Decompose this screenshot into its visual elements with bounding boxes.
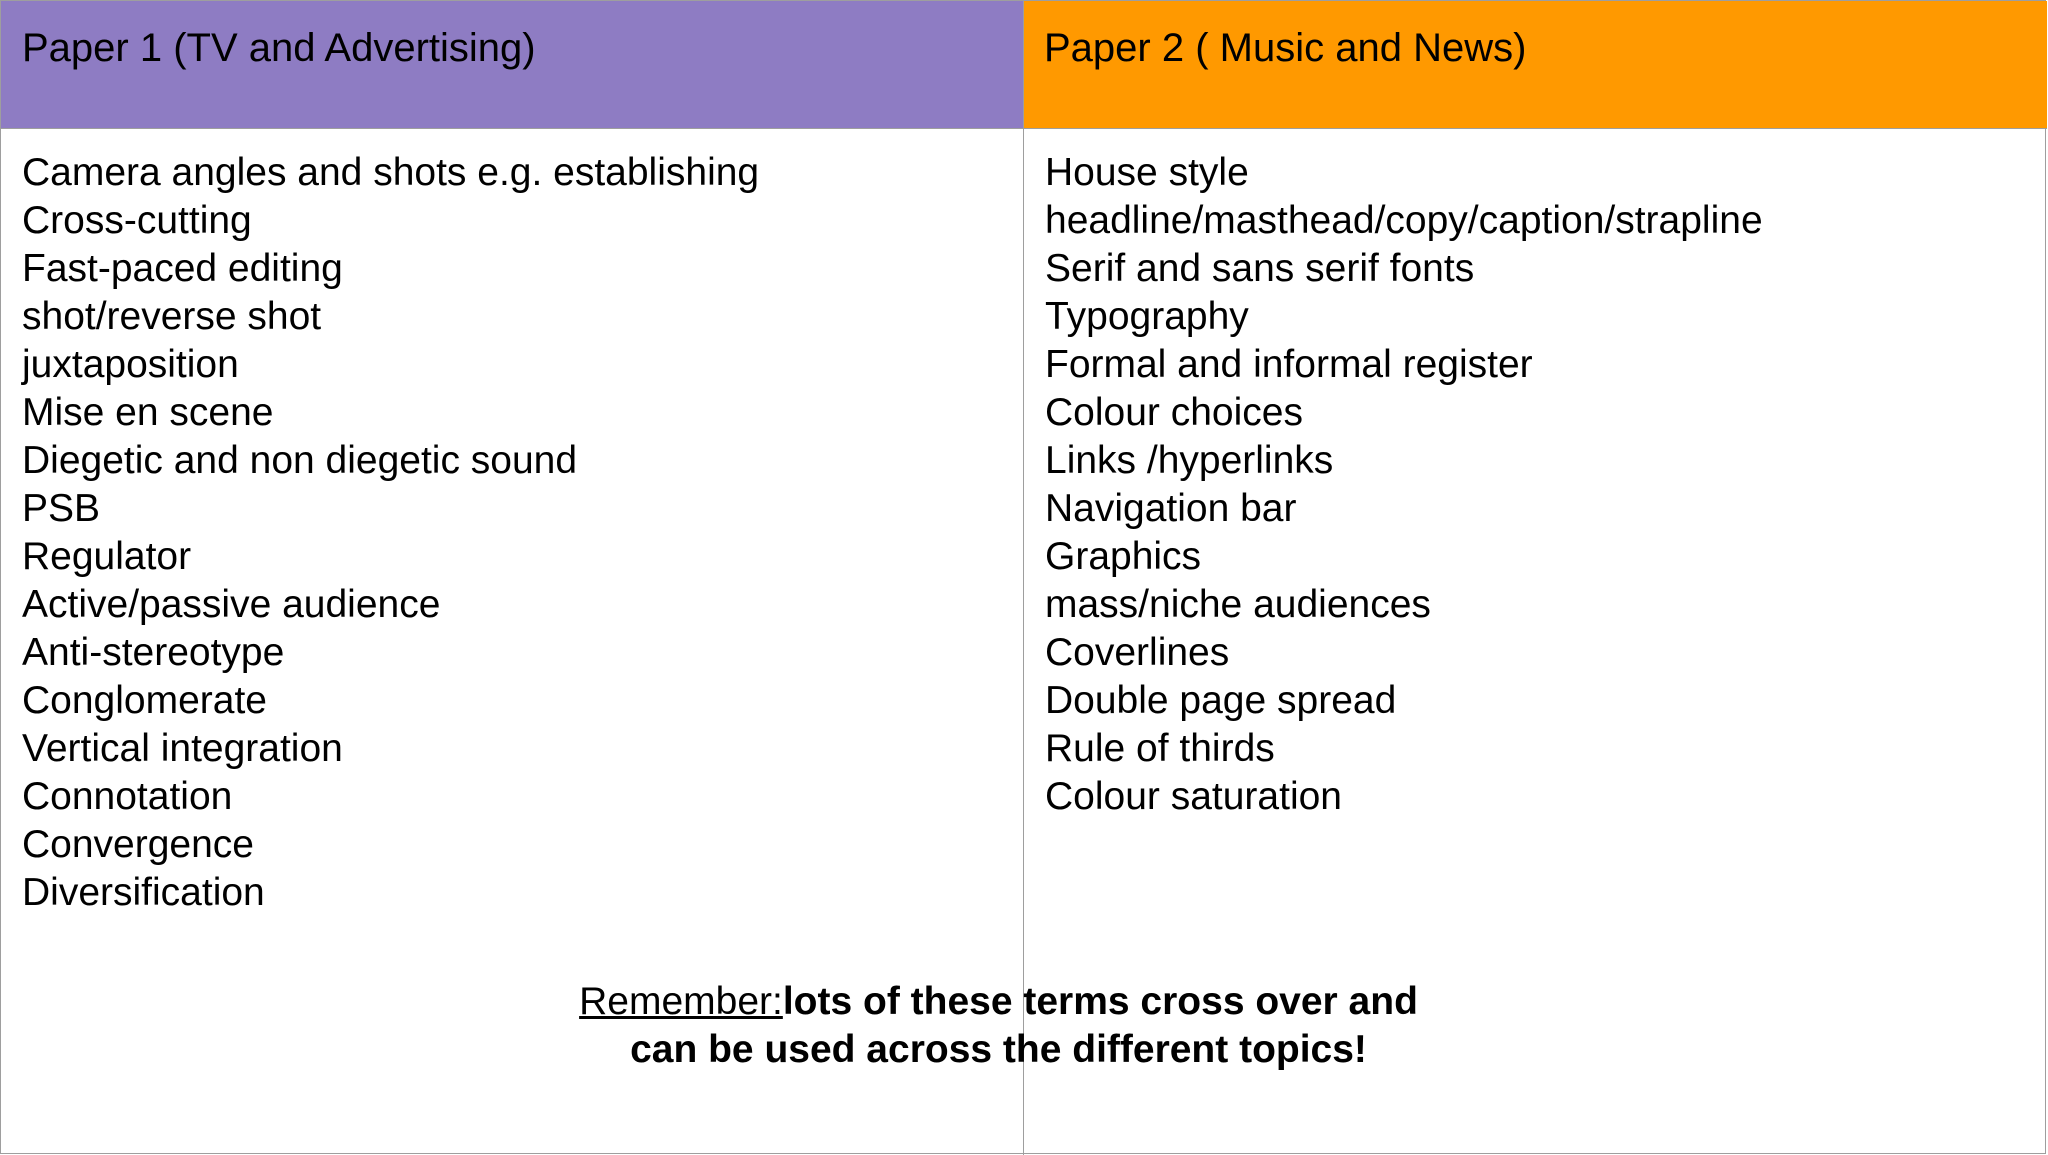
term-item: PSB [22,487,101,530]
remember-note [541,978,1456,1074]
term-item: Convergence [22,823,254,866]
paper-1-header: Paper 1 (TV and Advertising) [1,1,1023,128]
term-item: Colour saturation [1045,775,1342,818]
term-item: House style [1045,151,1249,194]
term-item: shot/reverse shot [22,295,322,338]
term-item: Diegetic and non diegetic sound [22,439,578,482]
term-item: Formal and informal register [1045,343,1533,386]
term-item: Typography [1045,295,1249,338]
term-item: Cross-cutting [22,199,252,242]
paper-2-term-list [1045,149,1763,821]
remember-text: lots of these terms cross over and can be used across the different topics! [630,980,1418,1071]
paper-2-header: Paper 2 ( Music and News) [1023,1,2047,128]
term-item: Vertical integration [22,727,343,770]
term-item: Double page spread [1045,679,1397,722]
term-item: Rule of thirds [1045,727,1275,770]
term-item: Navigation bar [1045,487,1297,530]
term-item: Connotation [22,775,233,818]
term-item: Colour choices [1045,391,1303,434]
remember-label: Remember: [579,980,783,1023]
term-item: Diversification [22,871,265,914]
term-item: Links /hyperlinks [1045,439,1334,482]
header-divider [1,128,2047,129]
term-item: Camera angles and shots e.g. establishing [22,151,760,194]
term-item: mass/niche audiences [1045,583,1431,626]
term-item: Fast-paced editing [22,247,343,290]
term-item: Graphics [1045,535,1202,578]
term-item: juxtaposition [22,343,239,386]
term-item: Serif and sans serif fonts [1045,247,1475,290]
term-item: Conglomerate [22,679,267,722]
paper-1-term-list [22,149,759,917]
term-item: Active/passive audience [22,583,441,626]
term-item: headline/masthead/copy/caption/strapline [1045,199,1763,242]
term-item: Mise en scene [22,391,274,434]
term-item: Coverlines [1045,631,1230,674]
term-item: Regulator [22,535,192,578]
term-item: Anti-stereotype [22,631,285,674]
